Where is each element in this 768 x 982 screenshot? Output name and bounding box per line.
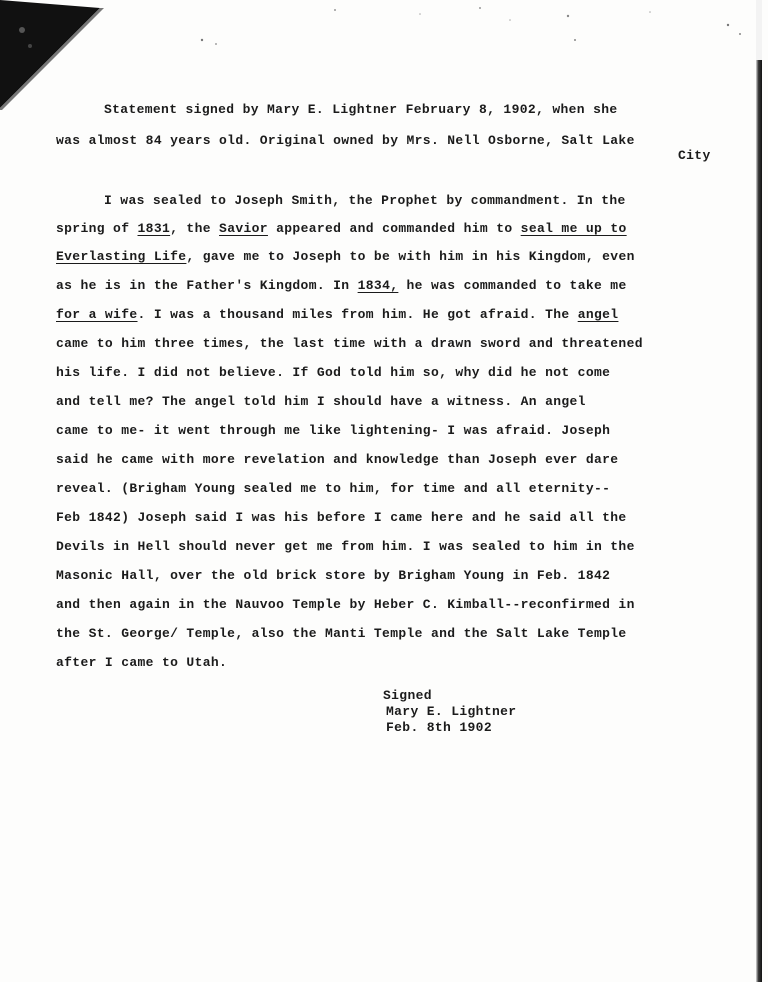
underlined-year: 1834, <box>357 278 399 293</box>
folded-corner-shadow <box>0 0 110 110</box>
text-run: he was commanded to take me <box>398 278 627 293</box>
body-line-12: Feb 1842) Joseph said I was his before I came here and he said all the <box>56 510 627 525</box>
text-run: as he is in the Father's Kingdom. In <box>56 278 358 293</box>
underlined-year: 1831 <box>137 221 171 236</box>
underlined-phrase: Everlasting Life <box>56 249 187 264</box>
header-line-2: was almost 84 years old. Original owned by Mrs. Nell Osborne, Salt Lake <box>56 133 635 148</box>
signature-date: Feb. 8th 1902 <box>386 720 492 735</box>
body-line-14: Masonic Hall, over the old brick store by Brigham Young in Feb. 1842 <box>56 568 611 583</box>
scan-noise <box>180 0 768 60</box>
scan-edge-top <box>756 0 762 60</box>
body-line-7: his life. I did not believe. If God told him so, why did he not come <box>56 365 611 380</box>
text-run: , the <box>170 221 220 236</box>
body-line-9: came to me- it went through me like lightening- I was afraid. Joseph <box>56 423 611 438</box>
underlined-phrase: seal me up to <box>520 221 627 236</box>
body-line-8: and tell me? The angel told him I should have a witness. An angel <box>56 394 586 409</box>
signature-signed: Signed <box>383 688 432 703</box>
body-line-1: I was sealed to Joseph Smith, the Prophet by commandment. In the <box>104 193 626 208</box>
body-line-10: said he came with more revelation and knowledge than Joseph ever dare <box>56 452 619 467</box>
scan-edge <box>756 0 762 982</box>
header-line-1: Statement signed by Mary E. Lightner February 8, 1902, when she <box>104 102 618 117</box>
body-line-4 <box>56 278 627 294</box>
underlined-word: angel <box>577 307 619 322</box>
body-line-3 <box>56 249 635 265</box>
body-line-16: the St. George/ Temple, also the Manti Temple and the Salt Lake Temple <box>56 626 627 641</box>
body-line-2 <box>56 221 627 237</box>
text-run: appeared and commanded him to <box>267 221 521 236</box>
underlined-phrase: for a wife <box>56 307 138 322</box>
underlined-word: Savior <box>219 221 268 236</box>
body-line-15: and then again in the Nauvoo Temple by Heber C. Kimball--reconfirmed in <box>56 597 635 612</box>
header-line-3: City <box>678 148 711 163</box>
text-run: spring of <box>56 221 138 236</box>
body-line-13: Devils in Hell should never get me from him. I was sealed to him in the <box>56 539 635 554</box>
text-run: . I was a thousand miles from him. He got afraid. The <box>137 307 578 322</box>
body-line-11: reveal. (Brigham Young sealed me to him, for time and all eternity-- <box>56 481 611 496</box>
text-run: , gave me to Joseph to be with him in his Kingdom, even <box>186 249 635 264</box>
body-line-5 <box>56 307 618 323</box>
body-line-17: after I came to Utah. <box>56 655 228 670</box>
signature-name: Mary E. Lightner <box>386 704 517 719</box>
body-line-6: came to him three times, the last time with a drawn sword and threatened <box>56 336 643 351</box>
